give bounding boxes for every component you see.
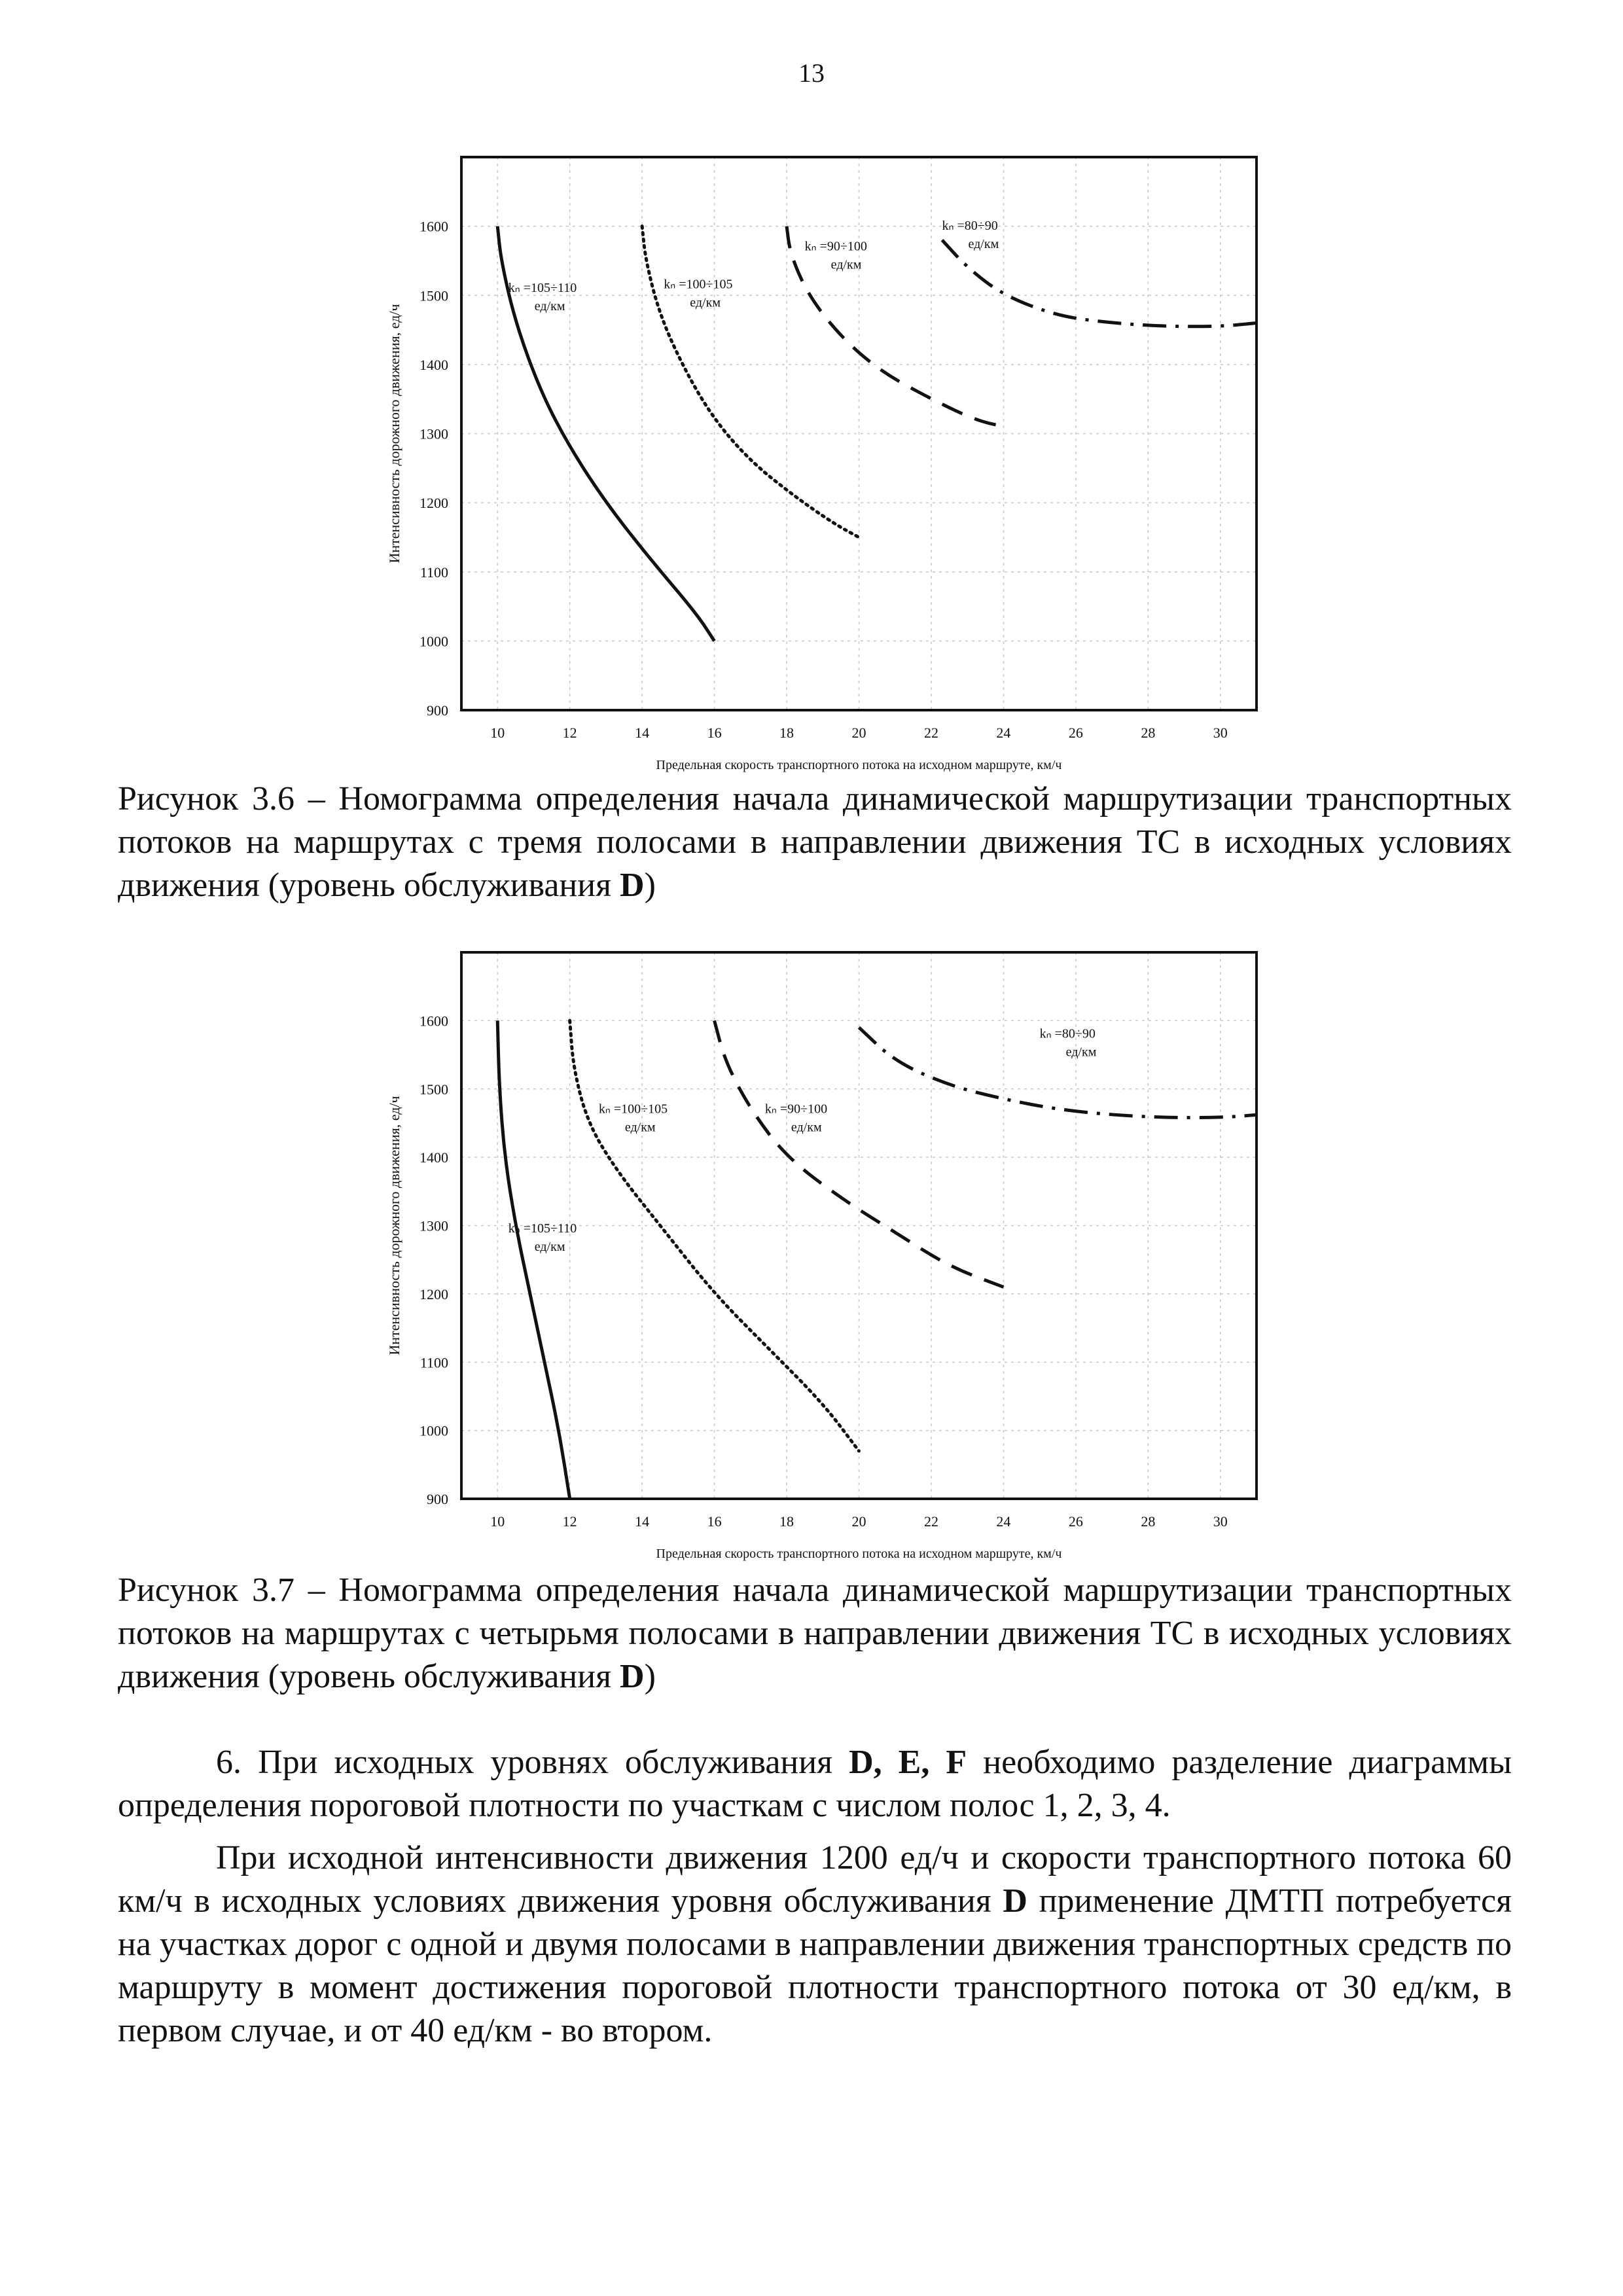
x-tick-label: 24 bbox=[996, 1513, 1011, 1530]
series-label: kₙ =100÷105 bbox=[664, 277, 733, 292]
x-tick-label: 20 bbox=[851, 1513, 866, 1530]
x-tick-label: 26 bbox=[1068, 725, 1083, 741]
y-tick-label: 1100 bbox=[419, 564, 448, 581]
series-line bbox=[497, 1020, 569, 1499]
series-label-unit: ед/км bbox=[534, 298, 565, 314]
paragraph-text: 6. При исходных уровнях обслуживания bbox=[216, 1744, 849, 1781]
paragraph-text: При исходной интенсивности движения 1200 ед/ч и скорости транспортного потока 60 км/ч в исходных условиях движения уровня обслуживания bbox=[118, 1839, 1512, 1920]
page-number: 13 bbox=[798, 58, 825, 88]
series-label-unit: ед/км bbox=[624, 1120, 656, 1135]
series-label: kₙ =90÷100 bbox=[804, 239, 867, 254]
series-line bbox=[642, 226, 859, 537]
x-tick-label: 14 bbox=[635, 725, 650, 741]
y-tick-label: 1600 bbox=[419, 1013, 448, 1030]
x-tick-label: 22 bbox=[923, 1513, 938, 1530]
series-label-unit: ед/км bbox=[534, 1239, 565, 1254]
y-tick-label: 1500 bbox=[419, 287, 448, 304]
x-tick-label: 24 bbox=[996, 725, 1011, 741]
caption-text-end: ) bbox=[644, 867, 656, 904]
x-tick-label: 12 bbox=[562, 1513, 577, 1530]
y-tick-label: 1100 bbox=[419, 1354, 448, 1371]
nomogram-chart-3-lanes bbox=[366, 147, 1270, 785]
series-line bbox=[859, 1028, 1257, 1118]
y-tick-label: 1200 bbox=[419, 495, 448, 512]
x-tick-label: 18 bbox=[779, 725, 794, 741]
figure-3-6-caption bbox=[118, 778, 1512, 907]
service-levels: D, E, F bbox=[849, 1744, 967, 1781]
series-label: kₙ =105÷110 bbox=[508, 1221, 577, 1236]
x-tick-label: 22 bbox=[923, 725, 938, 741]
y-axis-title: Интенсивность дорожного движения, ед/ч bbox=[386, 304, 402, 564]
series-label: kₙ =80÷90 bbox=[942, 218, 998, 233]
y-tick-label: 1600 bbox=[419, 218, 448, 235]
series-label: kₙ =80÷90 bbox=[1039, 1026, 1096, 1041]
x-tick-label: 20 bbox=[851, 725, 866, 741]
y-tick-label: 1300 bbox=[419, 1217, 448, 1234]
x-tick-label: 10 bbox=[490, 725, 505, 741]
y-tick-label: 1400 bbox=[419, 356, 448, 373]
service-level: D bbox=[620, 1658, 645, 1695]
nomogram-svg-4-lanes bbox=[366, 942, 1270, 1574]
y-tick-label: 900 bbox=[427, 702, 448, 719]
caption-text: Рисунок 3.6 – Номограмма определения начала динамической маршрутизации транспортных потоков на маршрутах с тремя полосами в направлении движения ТС в исходных условиях движения (уровень обслуживания bbox=[118, 780, 1512, 904]
paragraph-6 bbox=[118, 1741, 1512, 1827]
x-tick-label: 16 bbox=[707, 1513, 722, 1530]
y-tick-label: 900 bbox=[427, 1491, 448, 1507]
x-tick-label: 16 bbox=[707, 725, 722, 741]
series-label: kₙ =100÷105 bbox=[598, 1102, 668, 1117]
nomogram-svg-3-lanes bbox=[366, 147, 1270, 785]
series-line bbox=[787, 226, 1003, 427]
y-tick-label: 1400 bbox=[419, 1149, 448, 1166]
x-tick-label: 26 bbox=[1068, 1513, 1083, 1530]
series-label-unit: ед/км bbox=[1065, 1045, 1097, 1060]
caption-text: Рисунок 3.7 – Номограмма определения начала динамической маршрутизации транспортных потоков на маршрутах с четырьмя полосами в направлении движения ТС в исходных условиях движения (уровень обслуживания bbox=[118, 1571, 1512, 1695]
y-tick-label: 1000 bbox=[419, 633, 448, 650]
paragraph-text-end: необходимо разделение диаграммы определения пороговой плотности по участкам с числом полос 1, 2, 3, 4. bbox=[118, 1744, 1512, 1824]
paragraph-text-end: применение ДМТП потребуется на участках дорог с одной и двумя полосами в направлении движения транспортных средств по маршруту в момент достижения пороговой плотности транспортного потока от 30 ед/км, в первом случае, и от 40 ед/км - во втором. bbox=[118, 1882, 1512, 2049]
caption-text-end: ) bbox=[644, 1658, 656, 1695]
y-tick-label: 1500 bbox=[419, 1081, 448, 1098]
series-label: kₙ =105÷110 bbox=[508, 280, 577, 295]
series-label-unit: ед/км bbox=[968, 236, 999, 251]
y-axis-title: Интенсивность дорожного движения, ед/ч bbox=[386, 1096, 402, 1355]
x-axis-title: Предельная скорость транспортного потока на исходном маршруте, км/ч bbox=[656, 758, 1062, 772]
series-line bbox=[942, 240, 1257, 327]
series-label: kₙ =90÷100 bbox=[764, 1102, 828, 1117]
x-tick-label: 12 bbox=[562, 725, 577, 741]
x-tick-label: 18 bbox=[779, 1513, 794, 1530]
service-level: D bbox=[620, 867, 645, 904]
x-tick-label: 14 bbox=[635, 1513, 650, 1530]
x-tick-label: 30 bbox=[1213, 1513, 1228, 1530]
x-tick-label: 28 bbox=[1141, 725, 1156, 741]
series-label-unit: ед/км bbox=[690, 295, 721, 310]
service-level: D bbox=[1003, 1882, 1027, 1920]
x-tick-label: 28 bbox=[1141, 1513, 1156, 1530]
x-tick-label: 10 bbox=[490, 1513, 505, 1530]
y-tick-label: 1300 bbox=[419, 425, 448, 442]
x-tick-label: 30 bbox=[1213, 725, 1228, 741]
nomogram-chart-4-lanes bbox=[366, 942, 1270, 1574]
series-label-unit: ед/км bbox=[830, 257, 862, 272]
series-label-unit: ед/км bbox=[791, 1120, 822, 1135]
paragraph-example bbox=[118, 1837, 1512, 2053]
figure-3-7-caption bbox=[118, 1569, 1512, 1698]
y-tick-label: 1200 bbox=[419, 1285, 448, 1302]
x-axis-title: Предельная скорость транспортного потока на исходном маршруте, км/ч bbox=[656, 1547, 1062, 1561]
y-tick-label: 1000 bbox=[419, 1422, 448, 1439]
